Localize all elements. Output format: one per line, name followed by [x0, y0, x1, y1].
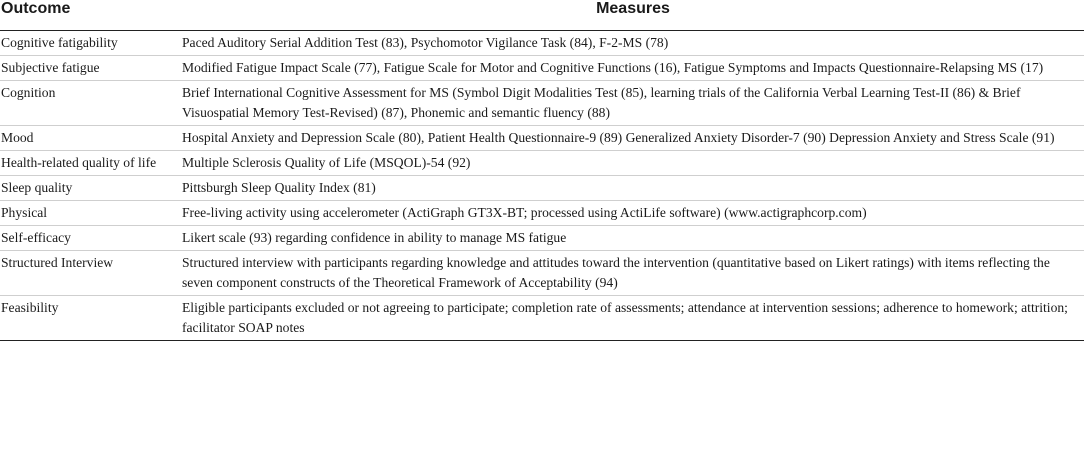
outcome-cell: Physical: [0, 201, 182, 226]
outcome-cell: Sleep quality: [0, 176, 182, 201]
measures-cell: Modified Fatigue Impact Scale (77), Fatigue Scale for Motor and Cognitive Functions (16), Fatigue Symptoms and Impacts Questionnaire-Relapsing MS (17): [182, 56, 1084, 81]
table-row: [0, 31, 1084, 56]
table-row: [0, 201, 1084, 226]
table-row: [0, 56, 1084, 81]
outcome-cell: Self-efficacy: [0, 226, 182, 251]
measures-cell: Free-living activity using accelerometer (ActiGraph GT3X-BT; processed using ActiLife software) (www.actigraphcorp.com): [182, 201, 1084, 226]
header-row: [0, 0, 1084, 31]
table-row: [0, 126, 1084, 151]
measures-cell: Eligible participants excluded or not agreeing to participate; completion rate of assessments; attendance at intervention sessions; adherence to homework; attrition; facilitator SOAP notes: [182, 296, 1084, 341]
table-row: [0, 251, 1084, 296]
measures-cell: Pittsburgh Sleep Quality Index (81): [182, 176, 1084, 201]
measures-cell: Multiple Sclerosis Quality of Life (MSQOL)-54 (92): [182, 151, 1084, 176]
outcome-cell: Health-related quality of life: [0, 151, 182, 176]
table-row: [0, 176, 1084, 201]
table-body: [0, 31, 1084, 341]
outcome-cell: Mood: [0, 126, 182, 151]
measures-cell: Brief International Cognitive Assessment for MS (Symbol Digit Modalities Test (85), learning trials of the California Verbal Learning Test-II (86) & Brief Visuospatial Memory Test-Revised) (87), Phonemic and semantic fluency (88): [182, 81, 1084, 126]
outcome-cell: Cognition: [0, 81, 182, 126]
measures-cell: Structured interview with participants regarding knowledge and attitudes toward the intervention (quantitative based on Likert ratings) with items reflecting the seven component constructs of the Theoretical Framework of Acceptability (94): [182, 251, 1084, 296]
table-row: [0, 81, 1084, 126]
column-header-outcome: Outcome: [0, 0, 182, 31]
table-row: [0, 296, 1084, 341]
table-header: [0, 0, 1084, 31]
outcome-cell: Structured Interview: [0, 251, 182, 296]
outcome-cell: Cognitive fatigability: [0, 31, 182, 56]
outcome-cell: Subjective fatigue: [0, 56, 182, 81]
outcome-cell: Feasibility: [0, 296, 182, 341]
measures-cell: Paced Auditory Serial Addition Test (83), Psychomotor Vigilance Task (84), F-2-MS (78): [182, 31, 1084, 56]
column-header-measures: Measures: [182, 0, 1084, 31]
table-row: [0, 151, 1084, 176]
measures-cell: Hospital Anxiety and Depression Scale (80), Patient Health Questionnaire-9 (89) Generalized Anxiety Disorder-7 (90) Depression Anxiety and Stress Scale (91): [182, 126, 1084, 151]
measures-cell: Likert scale (93) regarding confidence in ability to manage MS fatigue: [182, 226, 1084, 251]
table-row: [0, 226, 1084, 251]
